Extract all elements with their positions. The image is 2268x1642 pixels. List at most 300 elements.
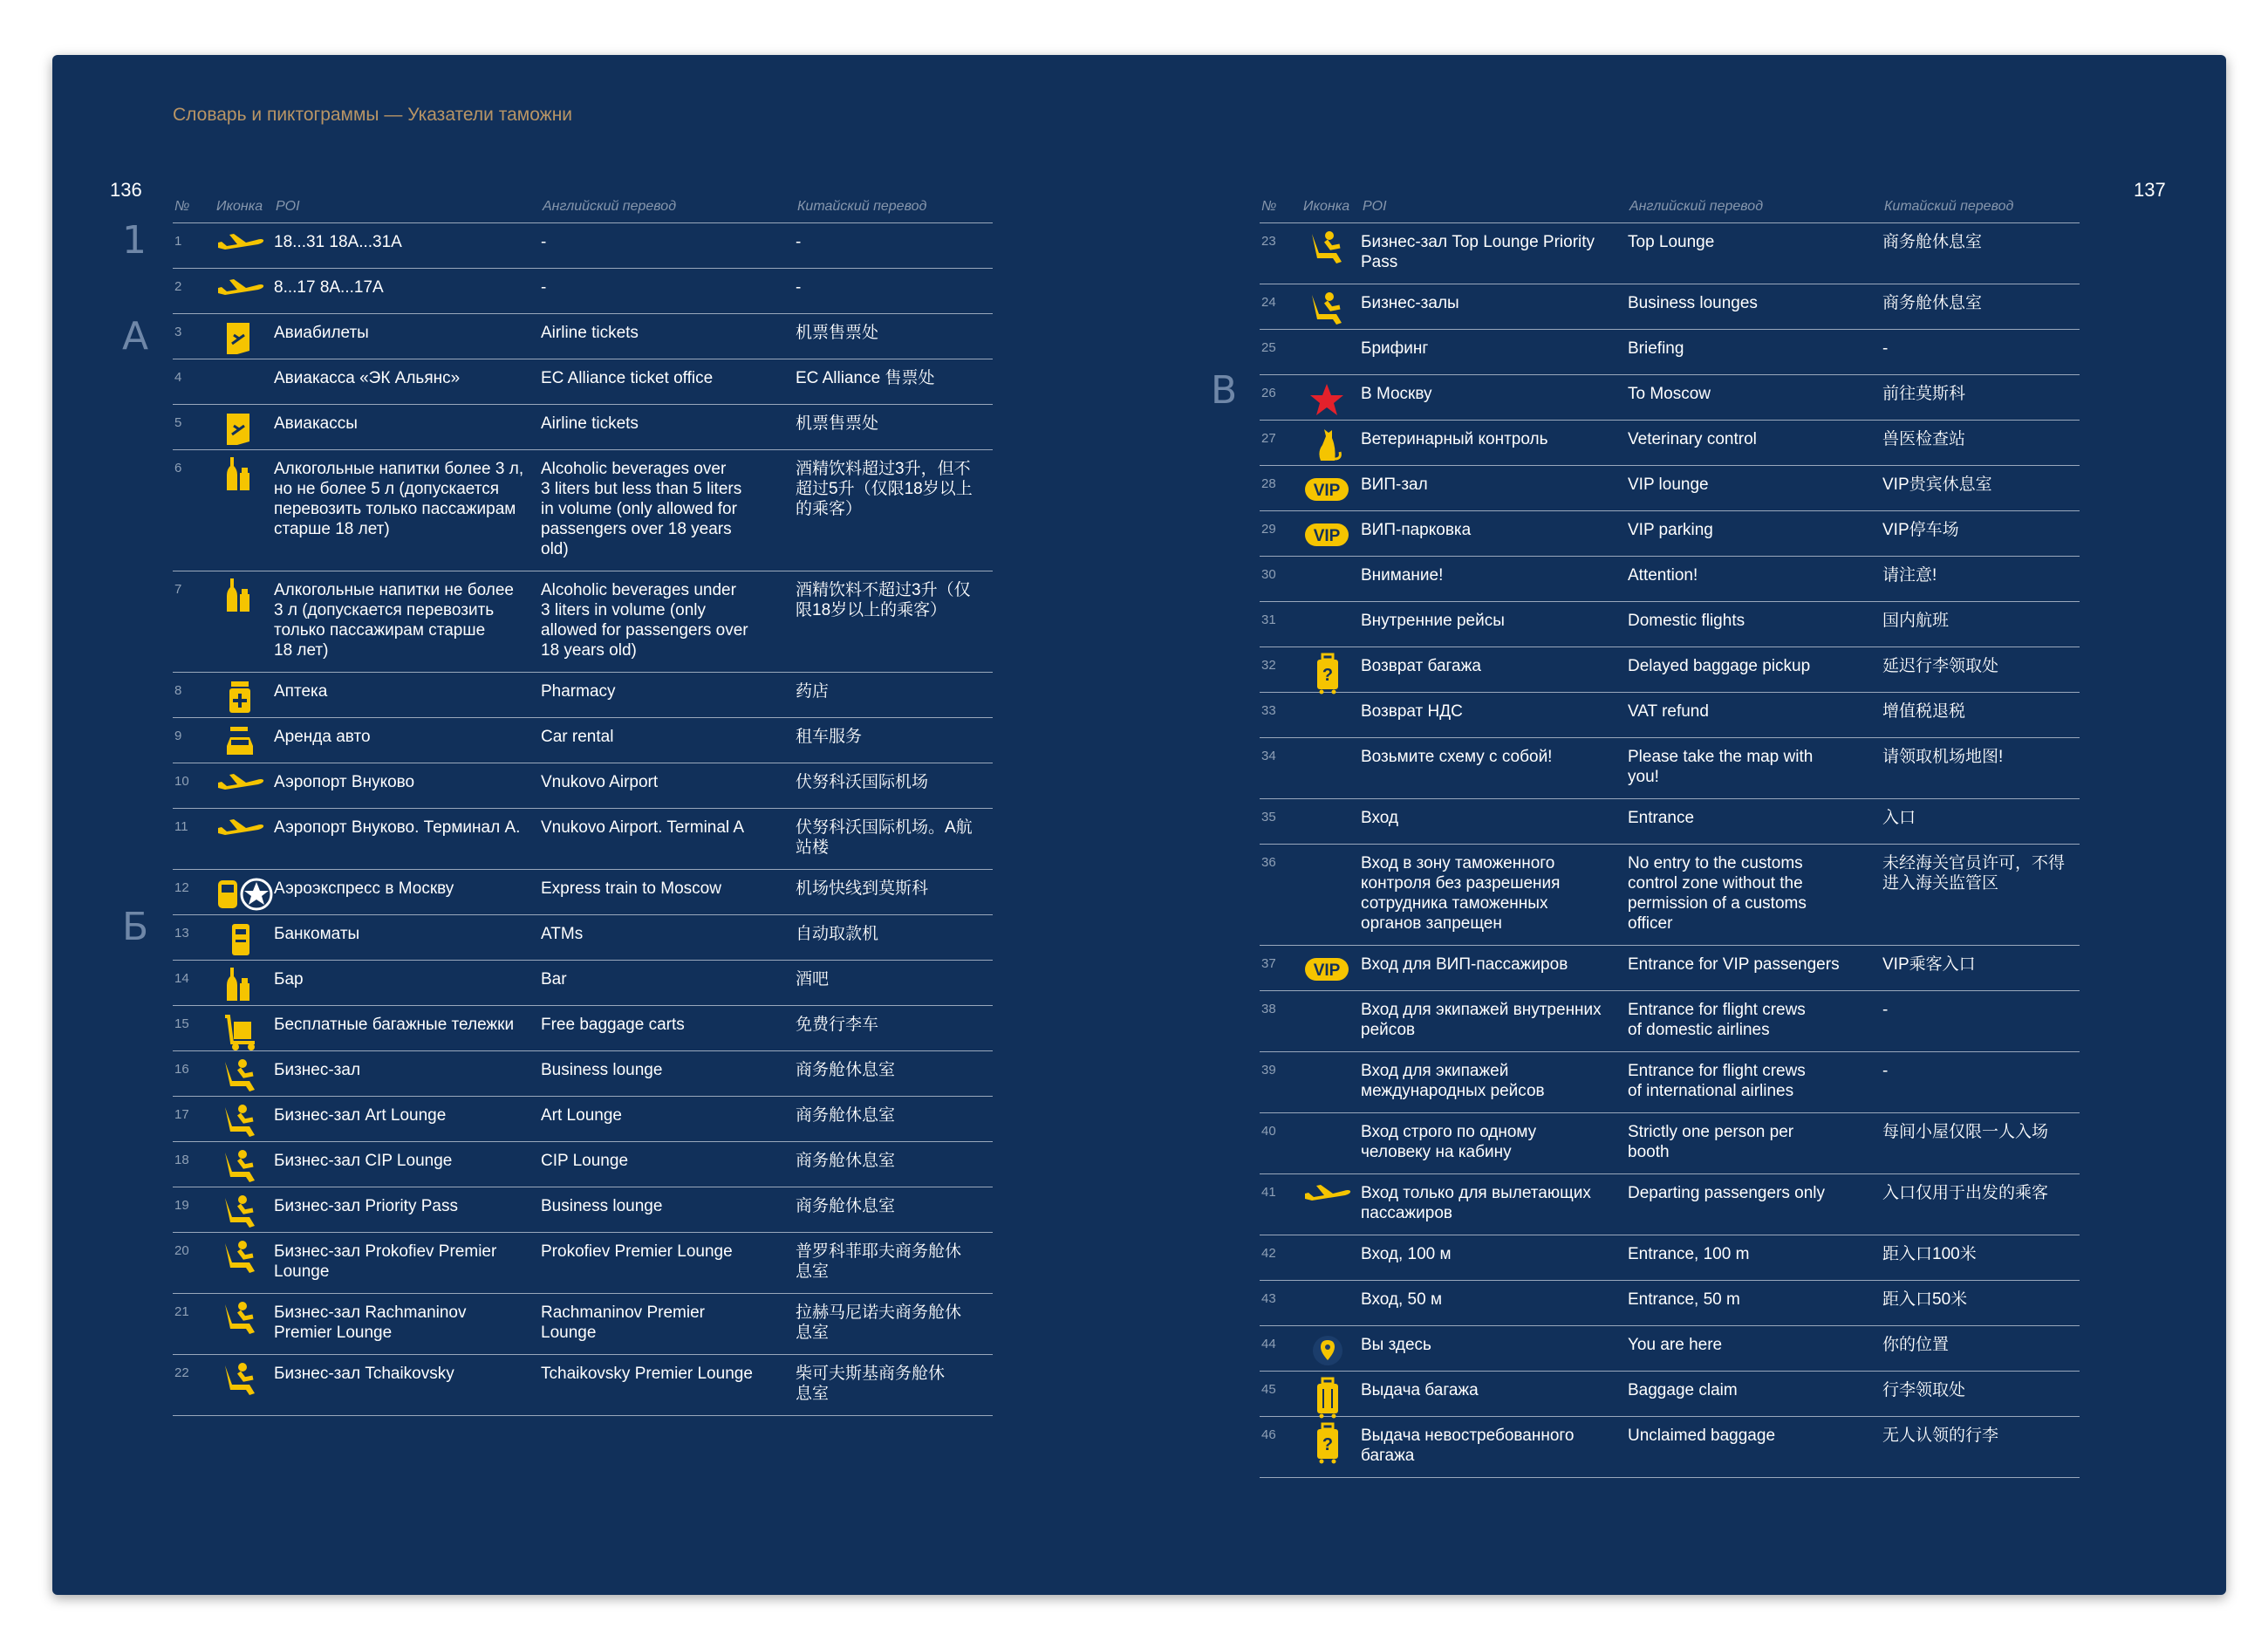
table-row [1260, 1417, 2080, 1478]
airplane-icon [215, 809, 274, 869]
table-row [1260, 647, 2080, 693]
row-number: 26 [1261, 386, 1276, 400]
poi-cell: Вход [1361, 809, 1398, 827]
chinese-cell: - [1882, 1062, 1889, 1080]
svg-text:VIP: VIP [1313, 527, 1341, 545]
chinese-cell: 商务舱休息室 [1882, 294, 1983, 312]
poi-cell: Авиабилеты [274, 324, 369, 342]
header-icon: Иконка [216, 198, 263, 214]
page-number-left: 136 [110, 179, 142, 201]
table-row [1260, 799, 2080, 845]
row-number: 17 [174, 1107, 189, 1122]
chinese-cell: 药店 [796, 682, 830, 701]
table-row [1260, 375, 2080, 421]
bottles-icon [215, 571, 274, 672]
english-cell: VAT refund [1628, 702, 1709, 721]
lounge-armchair-icon [215, 1187, 274, 1232]
baggage-question-icon [1301, 1417, 1361, 1477]
vip-badge-icon [1301, 466, 1361, 510]
english-cell: Unclaimed baggage [1628, 1426, 1776, 1445]
chinese-cell: 商务舱休息室 [796, 1061, 896, 1079]
row-number: 33 [1261, 703, 1276, 718]
poi-cell: Выдача невостребованного багажа [1361, 1426, 1575, 1465]
row-icon-empty [1301, 1235, 1361, 1280]
poi-cell: Вход, 100 м [1361, 1245, 1452, 1263]
english-cell: Free baggage carts [541, 1016, 685, 1034]
poi-cell: Бизнес-зал Priority Pass [274, 1197, 458, 1215]
english-cell: - [541, 278, 547, 297]
english-cell: - [541, 233, 547, 251]
table-row [173, 314, 993, 359]
row-number: 9 [174, 729, 182, 743]
poi-cell: Вход для ВИП-пассажиров [1361, 955, 1568, 974]
table-row [1260, 946, 2080, 991]
chinese-cell: 酒精饮料不超过3升（仅 限18岁以上的乘客） [796, 581, 971, 619]
table-row [1260, 1326, 2080, 1372]
row-number: 3 [174, 325, 182, 339]
section-letter-1: 1 [122, 218, 147, 263]
chinese-cell: 酒吧 [796, 970, 830, 989]
poi-cell: Брифинг [1361, 339, 1429, 358]
english-cell: VIP lounge [1628, 475, 1709, 494]
chinese-cell: 机票售票处 [796, 324, 879, 342]
table-row [173, 359, 993, 405]
vip-badge-icon [1301, 946, 1361, 990]
english-cell: Business lounges [1628, 294, 1758, 312]
poi-cell: Вход строго по одному человеку на кабину [1361, 1123, 1537, 1161]
location-pin-icon [1301, 1326, 1361, 1371]
table-row [173, 1051, 993, 1097]
row-number: 7 [174, 582, 182, 597]
row-number: 27 [1261, 431, 1276, 446]
row-number: 35 [1261, 810, 1276, 824]
row-number: 38 [1261, 1002, 1276, 1016]
row-icon-empty [1301, 602, 1361, 647]
row-icon-empty [1301, 1052, 1361, 1112]
lounge-armchair-icon [215, 1097, 274, 1141]
header-en: Английский перевод [1629, 198, 1764, 214]
english-cell: Pharmacy [541, 682, 616, 701]
table-row [173, 223, 993, 269]
table-row [1260, 1174, 2080, 1235]
chinese-cell: 机场快线到莫斯科 [796, 879, 929, 898]
row-number: 23 [1261, 234, 1276, 249]
english-cell: Entrance for flight crews of domestic airlines [1628, 1001, 1806, 1039]
cat-icon [1301, 421, 1361, 465]
lounge-armchair-icon [1301, 284, 1361, 329]
poi-cell: 8...17 8A...17A [274, 278, 384, 297]
header-num: № [174, 198, 190, 214]
chinese-cell: 前往莫斯科 [1882, 385, 1966, 403]
section-letter-b: Б [122, 905, 149, 949]
chinese-cell: 免费行李车 [796, 1016, 879, 1034]
chinese-cell: - [1882, 1001, 1889, 1019]
row-number: 39 [1261, 1063, 1276, 1078]
table-row [173, 870, 993, 915]
poi-cell: Алкогольные напитки более 3 л, но не более 5 л (допускается перевозить только пассажирам старше 18 лет) [274, 460, 524, 538]
row-icon-empty [1301, 845, 1361, 945]
row-number: 31 [1261, 612, 1276, 627]
row-icon-empty [1301, 1113, 1361, 1173]
row-number: 20 [174, 1243, 189, 1258]
row-icon-empty [215, 359, 274, 404]
table-row [1260, 693, 2080, 738]
airplane-icon [1301, 1174, 1361, 1235]
row-number: 12 [174, 880, 189, 895]
row-number: 32 [1261, 658, 1276, 673]
poi-cell: Бизнес-зал Prokofiev Premier Lounge [274, 1242, 497, 1281]
table-row [1260, 602, 2080, 647]
row-number: 5 [174, 415, 182, 430]
row-number: 44 [1261, 1337, 1276, 1351]
car-rental-icon [215, 718, 274, 763]
chinese-cell: 延迟行李领取处 [1882, 657, 1999, 675]
chinese-cell: 每间小屋仅限一人入场 [1882, 1123, 2049, 1141]
row-icon-empty [1301, 693, 1361, 737]
atm-icon [215, 915, 274, 960]
chinese-cell: 伏努科沃国际机场 [796, 773, 929, 791]
table-row [1260, 466, 2080, 511]
english-cell: To Moscow [1628, 385, 1711, 403]
table-row [173, 1006, 993, 1051]
poi-cell: Бизнес-зал Rachmaninov Premier Lounge [274, 1303, 467, 1342]
english-cell: Express train to Moscow [541, 879, 721, 898]
svg-text:VIP: VIP [1313, 961, 1341, 980]
chinese-cell: 酒精饮料超过3升，但不 超过5升（仅限18岁以上 的乘客） [796, 460, 973, 518]
english-cell: Delayed baggage pickup [1628, 657, 1811, 675]
bottles-icon [215, 961, 274, 1005]
english-cell: EC Alliance ticket office [541, 369, 714, 387]
row-number: 37 [1261, 956, 1276, 971]
chinese-cell: 距入口50米 [1882, 1290, 1968, 1309]
poi-cell: Вход только для вылетающих пассажиров [1361, 1184, 1591, 1222]
poi-cell: Вход, 50 м [1361, 1290, 1443, 1309]
lounge-armchair-icon [215, 1294, 274, 1354]
table-row [173, 571, 993, 673]
chinese-cell: VIP贵宾休息室 [1882, 475, 1992, 494]
english-cell: Vnukovo Airport. Terminal A [541, 818, 745, 837]
row-number: 10 [174, 774, 189, 789]
pharmacy-icon [215, 673, 274, 717]
row-number: 43 [1261, 1291, 1276, 1306]
row-number: 22 [174, 1365, 189, 1380]
poi-cell: Ветеринарный контроль [1361, 430, 1548, 448]
chinese-cell: 商务舱休息室 [796, 1106, 896, 1125]
english-cell: Tchaikovsky Premier Lounge [541, 1365, 753, 1383]
row-number: 30 [1261, 567, 1276, 582]
poi-cell: ВИП-парковка [1361, 521, 1472, 539]
chinese-cell: 你的位置 [1882, 1336, 1950, 1354]
chinese-cell: 普罗科菲耶夫商务舱休 息室 [796, 1242, 962, 1281]
row-number: 25 [1261, 340, 1276, 355]
chinese-cell: 请注意! [1882, 566, 1937, 585]
bottles-icon [215, 450, 274, 571]
lounge-armchair-icon [215, 1142, 274, 1187]
row-icon-empty [1301, 1281, 1361, 1325]
table-row [173, 961, 993, 1006]
table-row [1260, 511, 2080, 557]
ticket-icon [215, 314, 274, 359]
english-cell: Rachmaninov Premier Lounge [541, 1303, 705, 1342]
table-row [173, 915, 993, 961]
table-row [1260, 330, 2080, 375]
poi-cell: Аэроэкспресс в Москву [274, 879, 454, 898]
section-letter-a: А [122, 314, 149, 359]
row-icon-empty [1301, 799, 1361, 844]
table-row [173, 1142, 993, 1187]
row-number: 46 [1261, 1427, 1276, 1442]
row-icon-empty [1301, 557, 1361, 601]
row-number: 16 [174, 1062, 189, 1077]
chinese-cell: 商务舱休息室 [1882, 233, 1983, 251]
glossary-table-left [173, 190, 993, 1416]
poi-cell: Бизнес-зал Art Lounge [274, 1106, 447, 1125]
table-row [173, 673, 993, 718]
row-number: 18 [174, 1153, 189, 1167]
chinese-cell: - [796, 278, 802, 297]
chinese-cell: EC Alliance 售票处 [796, 369, 935, 387]
english-cell: Airline tickets [541, 324, 639, 342]
table-row [1260, 1281, 2080, 1326]
poi-cell: Аптека [274, 682, 328, 701]
poi-cell: Бизнес-залы [1361, 294, 1459, 312]
chinese-cell: 请领取机场地图! [1882, 748, 2004, 766]
chinese-cell: 机票售票处 [796, 414, 879, 433]
english-cell: ATMs [541, 925, 584, 943]
poi-cell: Возьмите схему с собой! [1361, 748, 1553, 766]
poi-cell: Вы здесь [1361, 1336, 1431, 1354]
header-icon: Иконка [1303, 198, 1350, 214]
chinese-cell: 伏努科沃国际机场。A航 站楼 [796, 818, 973, 857]
english-cell: Prokofiev Premier Lounge [541, 1242, 733, 1261]
row-number: 6 [174, 461, 182, 475]
chinese-cell: 国内航班 [1882, 612, 1950, 630]
poi-cell: Авиакасса «ЭК Альянс» [274, 369, 461, 387]
chinese-cell: 兽医检查站 [1882, 430, 1966, 448]
row-number: 34 [1261, 749, 1276, 763]
header-zh: Китайский перевод [1884, 198, 2014, 214]
header-poi: POI [1363, 198, 1387, 214]
english-cell: Briefing [1628, 339, 1684, 358]
english-cell: No entry to the customs control zone without the permission of a customs officer [1628, 854, 1807, 933]
english-cell: VIP parking [1628, 521, 1713, 539]
section-letter-v: В [1211, 368, 1238, 413]
chinese-cell: 未经海关官员许可，不得 进入海关监管区 [1882, 854, 2066, 893]
poi-cell: Банкоматы [274, 925, 360, 943]
row-number: 15 [174, 1016, 189, 1031]
poi-cell: Внимание! [1361, 566, 1444, 585]
english-cell: CIP Lounge [541, 1152, 629, 1170]
english-cell: Veterinary control [1628, 430, 1757, 448]
table-row [173, 763, 993, 809]
chinese-cell: 柴可夫斯基商务舱休 息室 [796, 1365, 946, 1403]
poi-cell: Вход в зону таможенного контроля без разрешения сотрудника таможенных органов запрещен [1361, 854, 1561, 933]
poi-cell: Аэропорт Внуково. Терминал А. [274, 818, 521, 837]
airplane-icon [215, 269, 274, 313]
table-row [173, 1187, 993, 1233]
table-row [173, 269, 993, 314]
row-number: 13 [174, 926, 189, 941]
glossary-table-right [1260, 190, 2080, 1478]
english-cell: Business lounge [541, 1197, 663, 1215]
poi-cell: Вход для экипажей внутренних рейсов [1361, 1001, 1602, 1039]
chinese-cell: 租车服务 [796, 728, 863, 746]
svg-text:VIP: VIP [1313, 482, 1341, 500]
english-cell: Strictly one person per booth [1628, 1123, 1794, 1161]
poi-cell: Бизнес-зал Tchaikovsky [274, 1365, 454, 1383]
lounge-armchair-icon [1301, 223, 1361, 284]
header-en: Английский перевод [543, 198, 677, 214]
table-row [173, 450, 993, 571]
aeroexpress-icon [215, 870, 274, 914]
row-number: 1 [174, 234, 182, 249]
english-cell: Bar [541, 970, 567, 989]
english-cell: Please take the map with you! [1628, 748, 1814, 786]
english-cell: Car rental [541, 728, 614, 746]
poi-cell: Авиакассы [274, 414, 358, 433]
table-row [1260, 1113, 2080, 1174]
chinese-cell: 商务舱休息室 [796, 1152, 896, 1170]
poi-cell: Аренда авто [274, 728, 371, 746]
ticket-icon [215, 405, 274, 449]
table-row [173, 1355, 993, 1416]
row-number: 21 [174, 1304, 189, 1319]
lounge-armchair-icon [215, 1355, 274, 1415]
chinese-cell: VIP停车场 [1882, 521, 1959, 539]
table-header [173, 190, 993, 223]
chinese-cell: 商务舱休息室 [796, 1197, 896, 1215]
chinese-cell: 增值税退税 [1882, 702, 1966, 721]
poi-cell: Возврат багажа [1361, 657, 1481, 675]
poi-cell: Внутренние рейсы [1361, 612, 1505, 630]
english-cell: Baggage claim [1628, 1381, 1738, 1399]
baggage-icon [1301, 1372, 1361, 1416]
row-number: 29 [1261, 522, 1276, 537]
table-row [173, 809, 993, 870]
row-icon-empty [1301, 738, 1361, 798]
chinese-cell: 距入口100米 [1882, 1245, 1977, 1263]
running-head: Словарь и пиктограммы — Указатели таможни [173, 105, 573, 125]
poi-cell: Бесплатные багажные тележки [274, 1016, 515, 1034]
table-row [173, 1294, 993, 1355]
header-zh: Китайский перевод [797, 198, 927, 214]
chinese-cell: 入口仅用于出发的乘客 [1882, 1184, 2049, 1202]
row-number: 41 [1261, 1185, 1276, 1200]
red-star-icon [1301, 375, 1361, 420]
lounge-armchair-icon [215, 1233, 274, 1293]
baggage-question-icon [1301, 647, 1361, 692]
row-number: 4 [174, 370, 182, 385]
lounge-armchair-icon [215, 1051, 274, 1096]
row-number: 40 [1261, 1124, 1276, 1139]
poi-cell: Аэропорт Внуково [274, 773, 415, 791]
english-cell: Alcoholic beverages over 3 liters but less than 5 liters in volume (only allowed for passengers over 18 years old) [541, 460, 742, 558]
baggage-cart-icon [215, 1006, 274, 1050]
airplane-icon [215, 763, 274, 808]
chinese-cell: 无人认领的行李 [1882, 1426, 1999, 1445]
row-number: 8 [174, 683, 182, 698]
chinese-cell: 拉赫马尼诺夫商务舱休 息室 [796, 1303, 962, 1342]
table-row [173, 1097, 993, 1142]
poi-cell: Алкогольные напитки не более 3 л (допускается перевозить только пассажирам старше 18 лет) [274, 581, 514, 660]
table-row [1260, 284, 2080, 330]
chinese-cell: - [1882, 339, 1889, 358]
row-number: 11 [174, 819, 188, 834]
english-cell: Departing passengers only [1628, 1184, 1826, 1202]
poi-cell: Бизнес-зал Top Lounge Priority Pass [1361, 233, 1595, 271]
english-cell: Vnukovo Airport [541, 773, 659, 791]
poi-cell: Возврат НДС [1361, 702, 1463, 721]
chinese-cell: 行李领取处 [1882, 1381, 1966, 1399]
row-number: 2 [174, 279, 182, 294]
english-cell: Entrance, 100 m [1628, 1245, 1750, 1263]
page-number-right: 137 [2134, 179, 2166, 201]
english-cell: Entrance for flight crews of international airlines [1628, 1062, 1806, 1100]
row-icon-empty [1301, 991, 1361, 1051]
row-number: 24 [1261, 295, 1276, 310]
chinese-cell: - [796, 233, 802, 251]
table-header [1260, 190, 2080, 223]
table-row [1260, 223, 2080, 284]
table-row [1260, 1235, 2080, 1281]
table-row [1260, 421, 2080, 466]
header-poi: POI [276, 198, 300, 214]
row-number: 14 [174, 971, 189, 986]
row-number: 28 [1261, 476, 1276, 491]
english-cell: Art Lounge [541, 1106, 622, 1125]
table-row [1260, 1372, 2080, 1417]
english-cell: Domestic flights [1628, 612, 1745, 630]
chinese-cell: VIP乘客入口 [1882, 955, 1976, 974]
english-cell: Business lounge [541, 1061, 663, 1079]
english-cell: Entrance for VIP passengers [1628, 955, 1840, 974]
table-row [1260, 1052, 2080, 1113]
english-cell: Alcoholic beverages under 3 liters in volume (only allowed for passengers over 18 years old) [541, 581, 748, 660]
poi-cell: В Москву [1361, 385, 1432, 403]
row-number: 19 [174, 1198, 189, 1213]
row-number: 42 [1261, 1246, 1276, 1261]
poi-cell: 18...31 18A...31A [274, 233, 402, 251]
table-row [1260, 845, 2080, 946]
poi-cell: Бар [274, 970, 304, 989]
poi-cell: Бизнес-зал CIP Lounge [274, 1152, 453, 1170]
header-num: № [1261, 198, 1277, 214]
chinese-cell: 自动取款机 [796, 925, 879, 943]
english-cell: Attention! [1628, 566, 1698, 585]
english-cell: Top Lounge [1628, 233, 1715, 251]
english-cell: Entrance, 50 m [1628, 1290, 1740, 1309]
table-row [1260, 991, 2080, 1052]
row-number: 45 [1261, 1382, 1276, 1397]
chinese-cell: 入口 [1882, 809, 1916, 827]
table-row [173, 405, 993, 450]
vip-badge-icon [1301, 511, 1361, 556]
table-row [1260, 738, 2080, 799]
svg-text:?: ? [1322, 1435, 1334, 1454]
english-cell: You are here [1628, 1336, 1723, 1354]
table-row [1260, 557, 2080, 602]
svg-text:?: ? [1322, 666, 1334, 685]
poi-cell: Выдача багажа [1361, 1381, 1479, 1399]
table-row [173, 1233, 993, 1294]
english-cell: Airline tickets [541, 414, 639, 433]
poi-cell: Бизнес-зал [274, 1061, 361, 1079]
row-number: 36 [1261, 855, 1276, 870]
table-row [173, 718, 993, 763]
poi-cell: ВИП-зал [1361, 475, 1428, 494]
poi-cell: Вход для экипажей международных рейсов [1361, 1062, 1545, 1100]
row-icon-empty [1301, 330, 1361, 374]
